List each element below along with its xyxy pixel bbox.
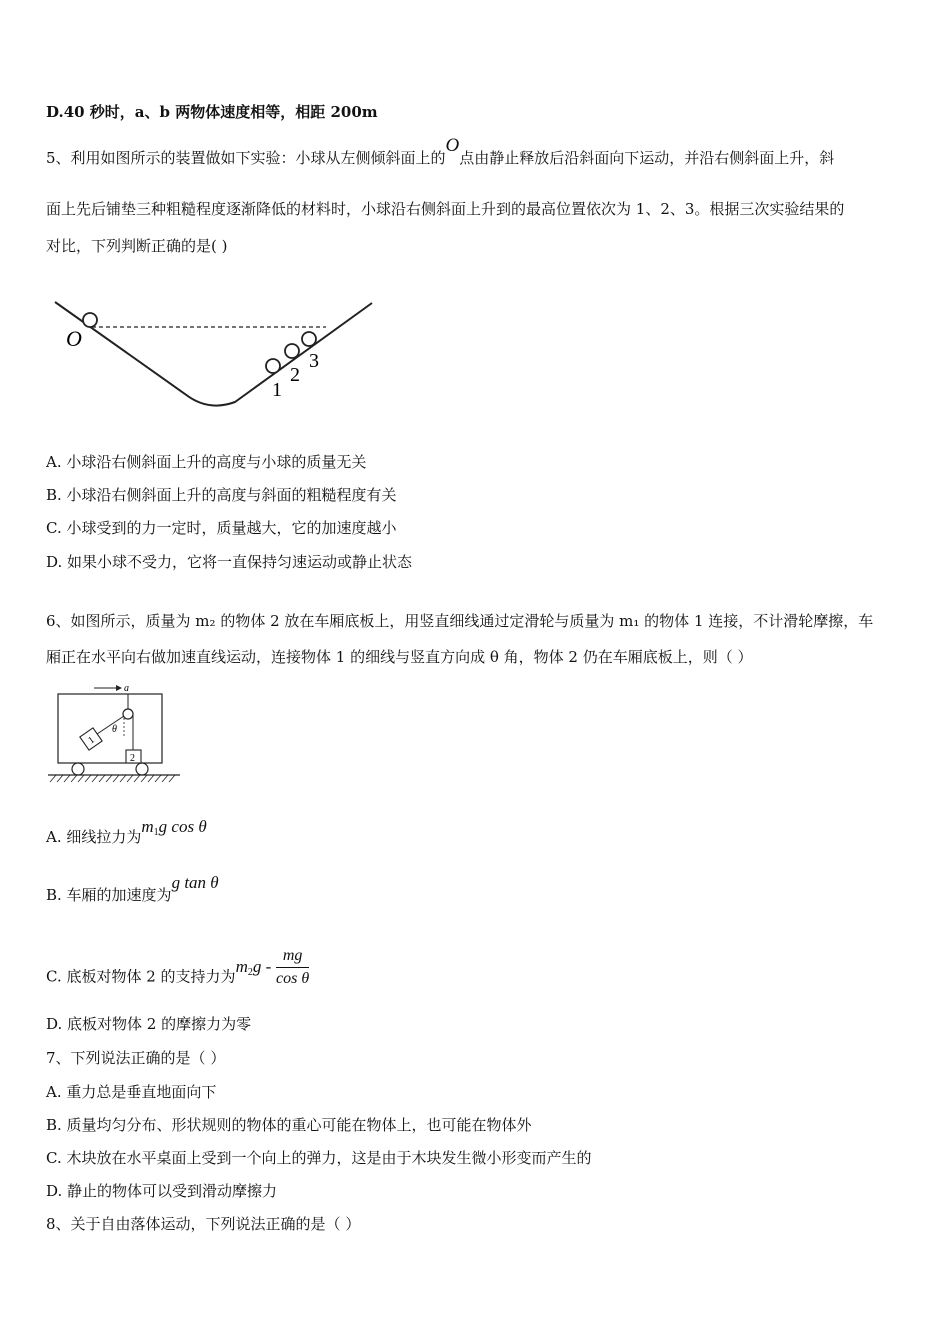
q7-option-a: A. 重力总是垂直地面向下 <box>46 1083 217 1101</box>
q7-option-c: C. 木块放在水平桌面上受到一个向上的弹力，这是由于木块发生微小形变而产生的 <box>46 1149 592 1167</box>
q6-option-c-sub: 2 <box>247 966 253 978</box>
q6-wheel-left <box>72 763 84 775</box>
q5-option-a: A. 小球沿右侧斜面上升的高度与小球的质量无关 <box>46 453 367 471</box>
q6-option-a-formula <box>141 817 206 836</box>
q6-option-a-m: m <box>141 817 154 836</box>
q6-option-b <box>46 873 219 905</box>
q6-option-c-text: C. 底板对物体 2 的支持力为 <box>46 967 236 986</box>
q6-accel-arrowhead <box>116 685 122 691</box>
q5-label-1: 1 <box>272 379 282 401</box>
q6-option-a-sub: 1 <box>153 827 159 838</box>
q6-block-1 <box>80 728 102 750</box>
q6-option-c-denominator: cos θ <box>276 970 310 987</box>
q5-stem-part1: 5、利用如图所示的装置做如下实验：小球从左侧倾斜面上的 <box>46 149 446 167</box>
q6-label-1: 1 <box>86 734 97 747</box>
q7-option-d: D. 静止的物体可以受到滑动摩擦力 <box>46 1182 278 1200</box>
q6-option-b-text: B. 车厢的加速度为 <box>46 886 172 904</box>
q6-option-c-m: m <box>235 956 248 976</box>
q6-option-c-formula <box>236 957 272 976</box>
q5-label-o: O <box>66 326 82 351</box>
q6-option-d: D. 底板对物体 2 的摩擦力为零 <box>46 1015 252 1033</box>
q5-label-3: 3 <box>309 350 319 372</box>
q6-option-c-rest: g - <box>252 956 272 976</box>
q5-option-c: C. 小球受到的力一定时，质量越大，它的加速度越小 <box>46 519 397 537</box>
q5-figure <box>50 290 390 420</box>
q5-ball-o <box>83 313 97 327</box>
q6-ground-hatch <box>50 775 175 782</box>
q8-stem: 8、关于自由落体运动，下列说法正确的是（ ） <box>46 1215 361 1233</box>
q6-string-angled <box>97 716 124 734</box>
q6-option-c <box>46 947 310 999</box>
q6-figure <box>46 678 186 788</box>
q7-stem: 7、下列说法正确的是（ ） <box>46 1049 226 1067</box>
q6-label-theta: θ <box>112 724 117 735</box>
q5-slope-curve <box>55 302 372 406</box>
q6-option-a-rest: g cos θ <box>158 817 207 836</box>
top-option-d: D.40 秒时，a、b 两物体速度相等，相距 200m <box>46 103 378 121</box>
q5-label-2: 2 <box>290 364 300 386</box>
q6-label-2: 2 <box>130 753 135 764</box>
q5-option-b: B. 小球沿右侧斜面上升的高度与斜面的粗糙程度有关 <box>46 486 397 504</box>
q6-carriage <box>58 694 162 763</box>
q6-stem-line1: 6、如图所示，质量为 m₂ 的物体 2 放在车厢底板上，用竖直细线通过定滑轮与质量为 m₁ 的物体 1 连接，不计滑轮摩擦，车 <box>46 612 874 630</box>
q7-option-b: B. 质量均匀分布、形状规则的物体的重心可能在物体上，也可能在物体外 <box>46 1116 532 1134</box>
q6-option-c-fraction <box>276 946 309 989</box>
q5-ball-2 <box>285 344 299 358</box>
q5-stem-line2: 面上先后铺垫三种粗糙程度逐渐降低的材料时，小球沿右侧斜面上升到的最高位置依次为 1、2、3。根据三次实验结果的 <box>46 200 845 218</box>
q6-option-a <box>46 817 207 853</box>
q5-ball-3 <box>302 332 316 346</box>
q6-option-c-numerator: mg <box>276 946 309 968</box>
q6-label-a: a <box>124 683 129 694</box>
q6-stem-line2: 厢正在水平向右做加速直线运动，连接物体 1 的细线与竖直方向成 θ 角，物体 2 仍在车厢底板上，则（ ） <box>46 648 753 666</box>
q5-stem-symbol: O <box>445 135 460 156</box>
q5-stem-part2: 点由静止释放后沿斜面向下运动，并沿右侧斜面上升，斜 <box>459 149 835 167</box>
q6-wheel-right <box>136 763 148 775</box>
q5-stem-line1 <box>46 135 835 168</box>
q5-stem-line3: 对比，下列判断正确的是( ) <box>46 237 228 255</box>
q5-ball-1 <box>266 359 280 373</box>
q6-option-b-formula: g tan θ <box>171 873 219 892</box>
q6-option-a-text: A. 细线拉力为 <box>46 828 142 846</box>
q6-pulley <box>123 709 133 719</box>
q5-option-d: D. 如果小球不受力，它将一直保持匀速运动或静止状态 <box>46 553 413 571</box>
